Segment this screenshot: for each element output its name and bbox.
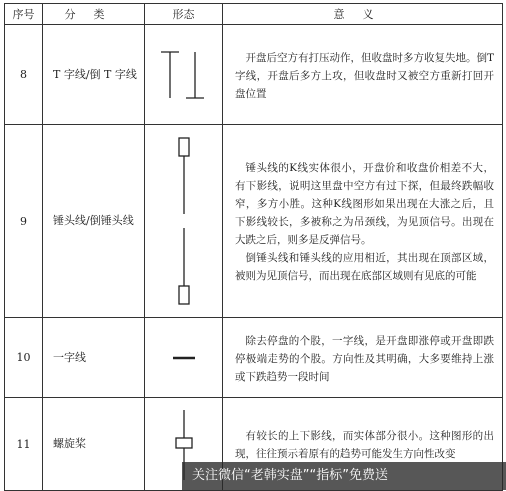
hammer-shape-icon (145, 126, 223, 316)
row-shape (145, 125, 223, 318)
watermark-banner: 关注微信“老韩实盘”“指标”免费送 (182, 462, 506, 490)
header-meaning: 意义 (223, 4, 503, 25)
row-category: 螺旋桨 (43, 398, 145, 491)
meaning-paragraph: 开盘后空方有打压动作，但收盘时多方收复失地。倒T字线，开盘后多方上攻，但收盘时又被空方重新打回开盘位置 (235, 51, 495, 100)
row-seq: 11 (5, 398, 43, 491)
header-seq: 序号 (5, 4, 43, 25)
dash-line-shape-icon (145, 348, 223, 368)
header-row (5, 4, 503, 25)
row-meaning (223, 125, 503, 318)
table-row (5, 318, 503, 398)
row-category: 一字线 (43, 318, 145, 398)
meaning-paragraph: 有较长的上下影线，而实体部分很小。这种图形的出现，往往预示着原有的趋势可能发生方向性改变 (235, 430, 494, 460)
row-seq: 8 (5, 25, 43, 125)
row-category: T 字线/倒 T 字线 (43, 25, 145, 125)
row-shape (145, 25, 223, 125)
row-seq: 10 (5, 318, 43, 398)
row-shape (145, 318, 223, 398)
meaning-paragraph: 倒锤头线和锤头线的应用相近，其出现在顶部区域，被则为见顶信号，而出现在底部区域则有见底的可能 (235, 252, 494, 282)
row-meaning (223, 318, 503, 398)
meaning-paragraph: 锤头线的K线实体很小，开盘价和收盘价相差不大，有下影线，说明这里盘中空方有过下探，但最终跌幅收窄，多方小胜。这种K线图形如果出现在大涨之后，且下影线较长，多被称之为吊颈线，为见顶信号。出现在大跌之后，则多是反弹信号。 (235, 162, 494, 246)
row-meaning (223, 25, 503, 125)
meaning-paragraph: 除去停盘的个股，一字线，是开盘即涨停或开盘即跌停极端走势的个股。方向性及其明确，大多要维持上涨或下跌趋势一段时间 (235, 334, 494, 383)
row-category: 锤头线/倒锤头线 (43, 125, 145, 318)
header-shape: 形态 (145, 4, 223, 25)
kline-table (4, 3, 503, 491)
row-seq: 9 (5, 125, 43, 318)
t-line-shape-icon (145, 40, 223, 110)
table-row (5, 25, 503, 125)
header-category: 分类 (43, 4, 145, 25)
table-row (5, 125, 503, 318)
